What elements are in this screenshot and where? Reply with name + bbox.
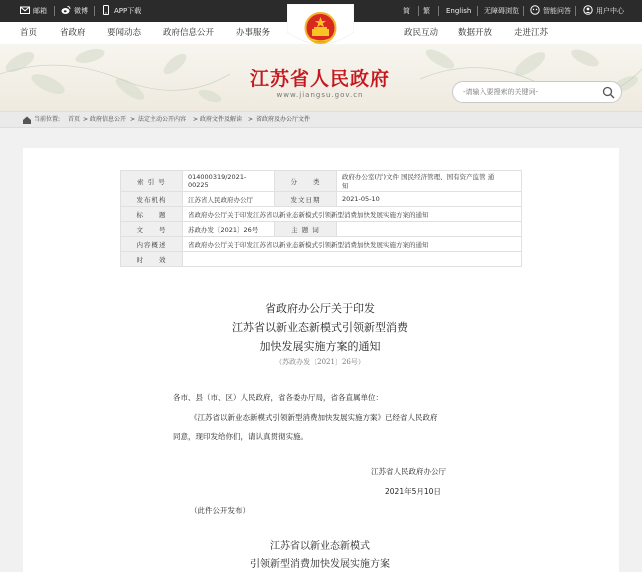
date-label: 发文日期 bbox=[275, 192, 337, 207]
simplified-link[interactable]: 简 bbox=[403, 7, 410, 15]
summary-value: 省政府办公厅关于印发江苏省以新业态新模式引领新型消费加快发展实施方案的通知 bbox=[183, 237, 522, 252]
document-meta-table bbox=[120, 170, 522, 267]
english-link[interactable]: English bbox=[446, 7, 472, 15]
weibo-link[interactable] bbox=[61, 0, 88, 22]
date-value: 2021-05-10 bbox=[337, 192, 522, 207]
nav-info-disclosure[interactable]: 政府信息公开 bbox=[163, 28, 215, 38]
issuer-value: 江苏省人民政府办公厅 bbox=[183, 192, 275, 207]
user-center-link[interactable] bbox=[583, 0, 624, 22]
search-input[interactable] bbox=[463, 85, 593, 99]
doc-subtitle-line2: 引领新型消费加快发展实施方案 bbox=[250, 559, 390, 570]
nav-interaction[interactable]: 政民互动 bbox=[404, 28, 439, 38]
national-emblem-icon bbox=[287, 4, 354, 54]
weibo-label: 微博 bbox=[74, 7, 88, 15]
search-box bbox=[452, 81, 622, 103]
doc-signature: 江苏省人民政府办公厅 bbox=[371, 467, 446, 476]
app-download-link[interactable] bbox=[101, 0, 141, 22]
effect-label: 时 效 bbox=[121, 252, 183, 267]
nav-services[interactable]: 办事服务 bbox=[236, 28, 271, 38]
summary-label: 内容概述 bbox=[121, 237, 183, 252]
site-url: www.jiangsu.gov.cn bbox=[276, 91, 364, 99]
doc-body-line1: 《江苏省以新业态新模式引领新型消费加快发展实施方案》已经省人民政府 bbox=[190, 413, 438, 422]
app-label: APP下载 bbox=[114, 7, 142, 15]
title-label: 标 题 bbox=[121, 207, 183, 222]
doc-title-line2: 江苏省以新业态新模式引领新型消费 bbox=[232, 321, 408, 334]
breadcrumb-item-home[interactable]: 首页 bbox=[68, 116, 81, 123]
nav-news[interactable]: 要闻动态 bbox=[107, 28, 142, 38]
subject-label: 主 题 词 bbox=[275, 222, 337, 237]
breadcrumb-item-province-documents[interactable]: 省政府及办公厅文件 bbox=[256, 116, 311, 123]
user-icon bbox=[583, 5, 593, 15]
user-center-label: 用户中心 bbox=[596, 7, 624, 15]
breadcrumb-item-gov-documents[interactable]: 政府文件及解读 bbox=[200, 116, 243, 123]
doc-title-line1: 省政府办公厅关于印发 bbox=[265, 302, 375, 315]
breadcrumb-label: 当前位置: bbox=[34, 116, 61, 123]
breadcrumb-separator: > bbox=[248, 116, 254, 123]
banner bbox=[0, 44, 642, 111]
title-value: 省政府办公厅关于印发江苏省以新业态新模式引领新型消费加快发展实施方案的通知 bbox=[183, 207, 522, 222]
phone-icon bbox=[101, 5, 111, 15]
breadcrumb-item-info-disclosure[interactable]: 政府信息公开 bbox=[90, 116, 127, 123]
traditional-link[interactable]: 繁 bbox=[423, 7, 430, 15]
breadcrumb-separator: > bbox=[83, 116, 89, 123]
search-icon[interactable] bbox=[602, 86, 615, 99]
breadcrumb-separator: > bbox=[193, 116, 199, 123]
docno-value: 苏政办发〔2021〕26号 bbox=[183, 222, 275, 237]
weibo-icon bbox=[61, 5, 71, 15]
mail-icon bbox=[20, 5, 30, 15]
category-value: 政府办公室(厅)文件 国民经济管理、国有资产监管 通 知 bbox=[337, 171, 522, 192]
nav-home[interactable]: 首页 bbox=[20, 28, 38, 38]
effect-value bbox=[183, 252, 522, 267]
robot-icon bbox=[530, 5, 540, 15]
doc-recipients: 各市、县（市、区）人民政府，省各委办厅局，省各直属单位： bbox=[173, 393, 383, 402]
nav-about-jiangsu[interactable]: 走进江苏 bbox=[514, 28, 549, 38]
smart-qa-label: 智能问答 bbox=[543, 7, 571, 15]
category-label: 分 类 bbox=[275, 171, 337, 192]
mail-link[interactable] bbox=[20, 0, 47, 22]
breadcrumb-separator: > bbox=[130, 116, 136, 123]
issuer-label: 发布机构 bbox=[121, 192, 183, 207]
doc-date: 2021年5月10日 bbox=[385, 487, 441, 496]
breadcrumb-item-statutory-content[interactable]: 法定主动公开内容 bbox=[138, 116, 187, 123]
doc-body-line2: 同意，现印发给你们，请认真贯彻实施。 bbox=[173, 432, 308, 441]
mail-label: 邮箱 bbox=[33, 7, 47, 15]
index-label: 索 引 号 bbox=[121, 171, 183, 192]
docno-label: 文 号 bbox=[121, 222, 183, 237]
smart-qa-link[interactable] bbox=[530, 0, 571, 22]
breadcrumb bbox=[0, 111, 642, 128]
home-icon bbox=[22, 115, 32, 125]
doc-subtitle-line1: 江苏省以新业态新模式 bbox=[270, 541, 370, 552]
nav-province-government[interactable]: 省政府 bbox=[60, 28, 86, 38]
subject-value bbox=[337, 222, 522, 237]
doc-public-note: （此件公开发布） bbox=[190, 506, 250, 515]
site-title: 江苏省人民政府 bbox=[249, 68, 390, 90]
accessible-link[interactable]: 无障碍浏览 bbox=[484, 7, 519, 15]
index-value: 014000319/2021- 00225 bbox=[183, 171, 275, 192]
doc-title-line3: 加快发展实施方案的通知 bbox=[259, 340, 381, 353]
doc-number: （苏政办发〔2021〕26号） bbox=[275, 358, 365, 366]
nav-open-data[interactable]: 数据开放 bbox=[458, 28, 493, 38]
